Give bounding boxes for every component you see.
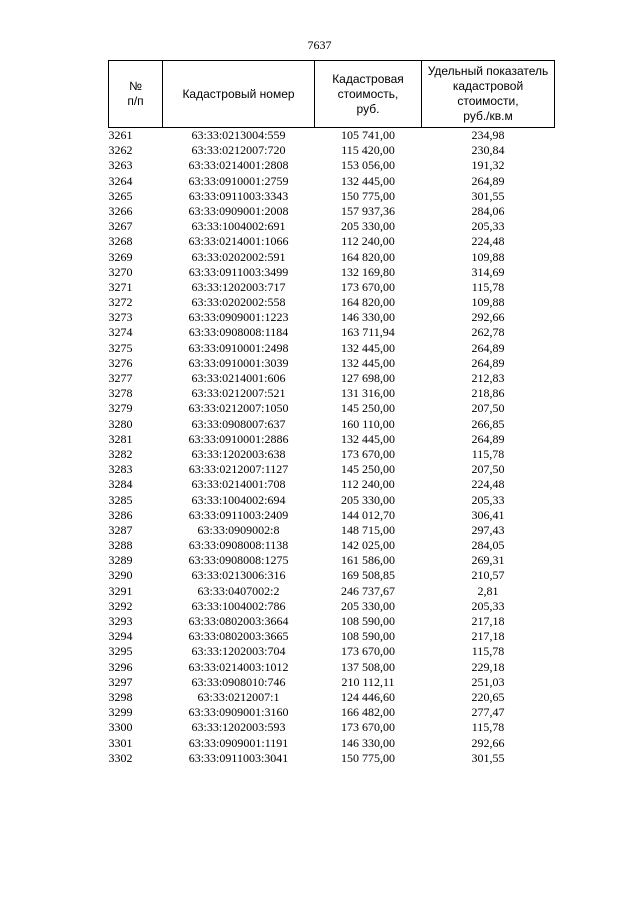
header-cadastral-number: Кадастровый номер [163,61,315,128]
cell-cadastral-cost: 150 775,00 [341,188,395,203]
cell-row-number: 3299 [108,705,133,720]
table-row [109,629,555,644]
cell-row-number: 3281 [108,431,133,446]
cell-cadastral-number: 63:33:0802003:3665 [188,629,289,644]
header-cost-line: стоимость, [337,86,399,101]
header-rate-line: Удельный показатель [427,64,549,78]
cell-cadastral-number: 63:33:0909001:2008 [188,203,289,218]
cell-cadastral-number: 63:33:0909002:8 [197,522,280,537]
table-row [109,417,555,432]
cell-cadastral-number: 63:33:0910001:2759 [188,173,289,188]
cell-cadastral-number: 63:33:0202002:558 [191,295,286,310]
cell-specific-rate: 217,18 [471,614,505,628]
header-row-number-line: № [129,79,142,93]
cell-row-number: 3268 [108,234,133,249]
cell-cadastral-cost: 127 698,00 [341,371,395,385]
cell-specific-rate: 301,55 [471,188,505,203]
cell-row-number: 3263 [108,158,133,173]
cell-specific-rate: 269,31 [471,553,505,568]
table-row [109,508,555,523]
cell-cadastral-number: 63:33:0909001:3160 [188,705,289,720]
cell-cadastral-cost: 148 715,00 [341,522,395,537]
cell-cadastral-cost: 132 445,00 [341,431,395,446]
cell-cadastral-number: 63:33:0214003:1012 [188,659,289,674]
cell-cadastral-number: 63:33:0802003:3664 [188,614,289,628]
table-row [109,432,555,447]
cell-row-number: 3298 [108,689,133,704]
cell-row-number: 3264 [108,173,133,188]
cell-specific-rate: 284,06 [471,203,505,218]
table-row [109,189,555,204]
cell-cadastral-cost: 205 330,00 [341,219,395,234]
cell-row-number: 3262 [108,143,133,158]
cell-row-number: 3277 [108,371,133,385]
cell-cadastral-number: 63:33:1202003:593 [191,720,286,735]
cell-cadastral-number: 63:33:0202002:591 [191,249,286,264]
cell-cadastral-number: 63:33:0212007:1 [197,689,280,704]
cell-row-number: 3295 [108,644,133,659]
cell-cadastral-cost: 105 741,00 [341,128,395,142]
cell-specific-rate: 266,85 [471,416,505,431]
table-row [109,599,555,614]
cell-specific-rate: 314,69 [471,264,505,279]
cell-row-number: 3270 [108,264,133,279]
cell-specific-rate: 205,33 [471,598,505,613]
cell-cadastral-number: 63:33:0909001:1223 [188,310,289,325]
table-row [109,644,555,659]
cell-cadastral-number: 63:33:1004002:786 [191,598,286,613]
cell-cadastral-cost: 112 240,00 [341,234,395,249]
cell-row-number: 3294 [108,629,133,644]
cell-cadastral-cost: 173 670,00 [341,446,395,461]
table-row [109,204,555,219]
cell-cadastral-number: 63:33:0212007:1050 [188,401,289,416]
cell-cadastral-cost: 163 711,94 [341,325,395,340]
table-row [109,265,555,280]
cell-cadastral-number: 63:33:1202003:638 [191,446,286,461]
cell-cadastral-number: 63:33:0213006:316 [191,568,286,583]
table-row [109,386,555,401]
cell-specific-rate: 210,57 [471,568,505,583]
table-row [109,143,555,158]
cell-specific-rate: 301,55 [471,750,505,765]
cell-specific-rate: 264,89 [471,340,505,355]
cell-specific-rate: 277,47 [471,705,505,720]
cell-specific-rate: 224,48 [471,234,505,249]
cell-cadastral-number: 63:33:0212007:521 [191,386,286,401]
cell-cadastral-cost: 161 586,00 [341,553,395,568]
cell-cadastral-number: 63:33:0212007:720 [191,143,286,158]
table-row [109,219,555,234]
cell-row-number: 3274 [108,325,133,340]
cell-cadastral-number: 63:33:0911003:3499 [188,264,289,279]
cell-specific-rate: 207,50 [471,462,505,477]
cell-row-number: 3292 [108,598,133,613]
cell-cadastral-cost: 132 169,80 [341,264,395,279]
cell-cadastral-cost: 145 250,00 [341,462,395,477]
table-row [109,401,555,416]
cell-cadastral-cost: 108 590,00 [341,629,395,644]
header-cost-line: руб. [356,101,380,116]
table-row [109,341,555,356]
cell-cadastral-cost: 173 670,00 [341,720,395,735]
cell-row-number: 3266 [108,203,133,218]
cell-specific-rate: 284,05 [471,538,505,553]
cell-cadastral-number: 63:33:0911003:2409 [188,507,289,522]
cell-cadastral-cost: 164 820,00 [341,295,395,310]
cell-cadastral-number: 63:33:1202003:704 [191,644,286,659]
cell-row-number: 3265 [108,188,133,203]
cell-specific-rate: 207,50 [471,401,505,416]
cell-cadastral-cost: 108 590,00 [341,614,395,628]
cell-row-number: 3291 [108,583,133,598]
header-rate-line: стоимости, [457,94,519,108]
cell-cadastral-number: 63:33:0911003:3041 [188,750,289,765]
page-number: 7637 [307,38,332,52]
cell-cadastral-number: 63:33:0908008:1184 [188,325,289,340]
cell-specific-rate: 251,03 [471,674,505,689]
cell-row-number: 3261 [108,128,133,142]
cell-specific-rate: 306,41 [471,507,505,522]
cell-specific-rate: 109,88 [471,249,505,264]
cell-cadastral-number: 63:33:0908008:1138 [188,538,289,553]
cell-row-number: 3269 [108,249,133,264]
table-row [109,614,555,629]
cell-row-number: 3271 [108,279,133,294]
table-row [109,568,555,583]
cell-cadastral-cost: 124 446,60 [341,689,395,704]
table-row [109,523,555,538]
cell-row-number: 3284 [108,477,133,492]
cell-cadastral-cost: 164 820,00 [341,249,395,264]
cell-cadastral-cost: 144 012,70 [341,507,395,522]
table-body [109,128,555,766]
table-row [109,493,555,508]
cell-cadastral-number: 63:33:0214001:1066 [188,234,289,249]
header-specific-rate [422,61,555,128]
cell-cadastral-cost: 205 330,00 [341,492,395,507]
cell-row-number: 3282 [108,446,133,461]
cell-cadastral-cost: 112 240,00 [341,477,395,492]
cell-cadastral-number: 63:33:0911003:3343 [188,188,289,203]
table-row [109,128,555,144]
table-row [109,234,555,249]
table-row [109,675,555,690]
cell-cadastral-cost: 153 056,00 [341,158,395,173]
cell-specific-rate: 229,18 [471,659,505,674]
cell-specific-rate: 191,32 [471,158,505,173]
cell-row-number: 3273 [108,310,133,325]
cell-cadastral-cost: 160 110,00 [341,416,395,431]
cell-row-number: 3293 [108,614,133,628]
cell-cadastral-cost: 205 330,00 [341,598,395,613]
cell-cadastral-cost: 246 737,67 [341,583,395,598]
table-row [109,295,555,310]
cell-cadastral-number: 63:33:0909001:1191 [188,735,289,750]
table-row [109,660,555,675]
cell-cadastral-number: 63:33:0214001:708 [191,477,286,492]
cell-specific-rate: 217,18 [471,629,505,644]
cell-row-number: 3272 [108,295,133,310]
cell-cadastral-cost: 150 775,00 [341,750,395,765]
cell-cadastral-cost: 131 316,00 [341,386,395,401]
cell-cadastral-cost: 132 445,00 [341,173,395,188]
cell-specific-rate: 224,48 [471,477,505,492]
cell-cadastral-cost: 169 508,85 [341,568,395,583]
cell-row-number: 3279 [108,401,133,416]
table-row [109,553,555,568]
cell-cadastral-number: 63:33:0213004:559 [191,128,286,142]
cell-cadastral-number: 63:33:0212007:1127 [188,462,289,477]
header-row [109,61,555,128]
cell-specific-rate: 297,43 [471,522,505,537]
cell-row-number: 3288 [108,538,133,553]
table-row [109,371,555,386]
table-row [109,720,555,735]
table-row [109,584,555,599]
cell-cadastral-number: 63:33:1004002:694 [191,492,286,507]
cell-cadastral-number: 63:33:0214001:606 [191,371,286,385]
cell-row-number: 3285 [108,492,133,507]
cell-cadastral-cost: 210 112,11 [341,674,395,689]
header-rate-line: кадастровой [452,79,524,93]
cell-specific-rate: 262,78 [471,325,505,340]
cell-row-number: 3302 [108,750,133,765]
header-cost-line: Кадастровая [332,71,404,86]
cell-row-number: 3301 [108,735,133,750]
table-row [109,477,555,492]
table-row [109,325,555,340]
cell-row-number: 3287 [108,522,133,537]
cell-cadastral-cost: 132 445,00 [341,340,395,355]
header-row-number [109,61,163,128]
cell-row-number: 3275 [108,340,133,355]
cell-specific-rate: 218,86 [471,386,505,401]
table-header [109,61,555,128]
cell-row-number: 3290 [108,568,133,583]
cell-cadastral-number: 63:33:0910001:2886 [188,431,289,446]
cell-cadastral-number: 63:33:0908010:746 [191,674,286,689]
table-row [109,356,555,371]
table-row [109,736,555,751]
cell-specific-rate: 230,84 [471,143,505,158]
cell-specific-rate: 115,78 [471,644,505,659]
cell-cadastral-number: 63:33:0910001:3039 [188,355,289,370]
table-row [109,462,555,477]
cell-cadastral-number: 63:33:1202003:717 [191,279,286,294]
cell-row-number: 3289 [108,553,133,568]
cell-cadastral-cost: 137 508,00 [341,659,395,674]
cell-specific-rate: 234,98 [471,128,505,142]
table-row [109,705,555,720]
cell-specific-rate: 292,66 [471,735,505,750]
header-row-number-line: п/п [127,94,144,108]
table-row [109,280,555,295]
cell-specific-rate: 115,78 [471,720,505,735]
cell-specific-rate: 264,89 [471,173,505,188]
table-row [109,538,555,553]
cell-cadastral-cost: 115 420,00 [341,143,395,158]
cell-specific-rate: 264,89 [471,355,505,370]
cell-row-number: 3300 [108,720,133,735]
header-cadastral-cost [315,61,422,128]
table-row [109,174,555,189]
cell-specific-rate: 220,65 [471,689,505,704]
table-row [109,690,555,705]
cell-specific-rate: 109,88 [471,295,505,310]
cell-cadastral-cost: 146 330,00 [341,735,395,750]
cell-specific-rate: 292,66 [471,310,505,325]
cell-cadastral-cost: 157 937,36 [341,203,395,218]
cell-cadastral-number: 63:33:0214001:2808 [188,158,289,173]
cell-specific-rate: 212,83 [471,371,505,385]
cell-row-number: 3296 [108,659,133,674]
cell-cadastral-number: 63:33:0908008:1275 [188,553,289,568]
table-row [109,158,555,173]
cell-cadastral-number: 63:33:0407002:2 [197,583,280,598]
cell-cadastral-cost: 173 670,00 [341,279,395,294]
cell-cadastral-number: 63:33:0908007:637 [191,416,286,431]
cell-row-number: 3283 [108,462,133,477]
cell-cadastral-cost: 166 482,00 [341,705,395,720]
cell-row-number: 3286 [108,507,133,522]
cell-row-number: 3278 [108,386,133,401]
cell-specific-rate: 2,81 [477,583,499,598]
cell-specific-rate: 115,78 [471,279,505,294]
cell-cadastral-cost: 145 250,00 [341,401,395,416]
cell-cadastral-cost: 173 670,00 [341,644,395,659]
cell-specific-rate: 205,33 [471,492,505,507]
table-row [109,751,555,766]
table-row [109,250,555,265]
cell-cadastral-cost: 132 445,00 [341,355,395,370]
cell-cadastral-number: 63:33:1004002:691 [191,219,286,234]
cell-specific-rate: 115,78 [471,446,505,461]
cell-row-number: 3280 [108,416,133,431]
cell-specific-rate: 264,89 [471,431,505,446]
cell-row-number: 3276 [108,355,133,370]
cadastral-value-table [108,60,555,766]
cell-specific-rate: 205,33 [471,219,505,234]
cell-row-number: 3297 [108,674,133,689]
header-rate-line: руб./кв.м [463,109,513,123]
table-row [109,310,555,325]
cell-cadastral-number: 63:33:0910001:2498 [188,340,289,355]
table-row [109,447,555,462]
cell-cadastral-cost: 142 025,00 [341,538,395,553]
cell-cadastral-cost: 146 330,00 [341,310,395,325]
cell-row-number: 3267 [108,219,133,234]
